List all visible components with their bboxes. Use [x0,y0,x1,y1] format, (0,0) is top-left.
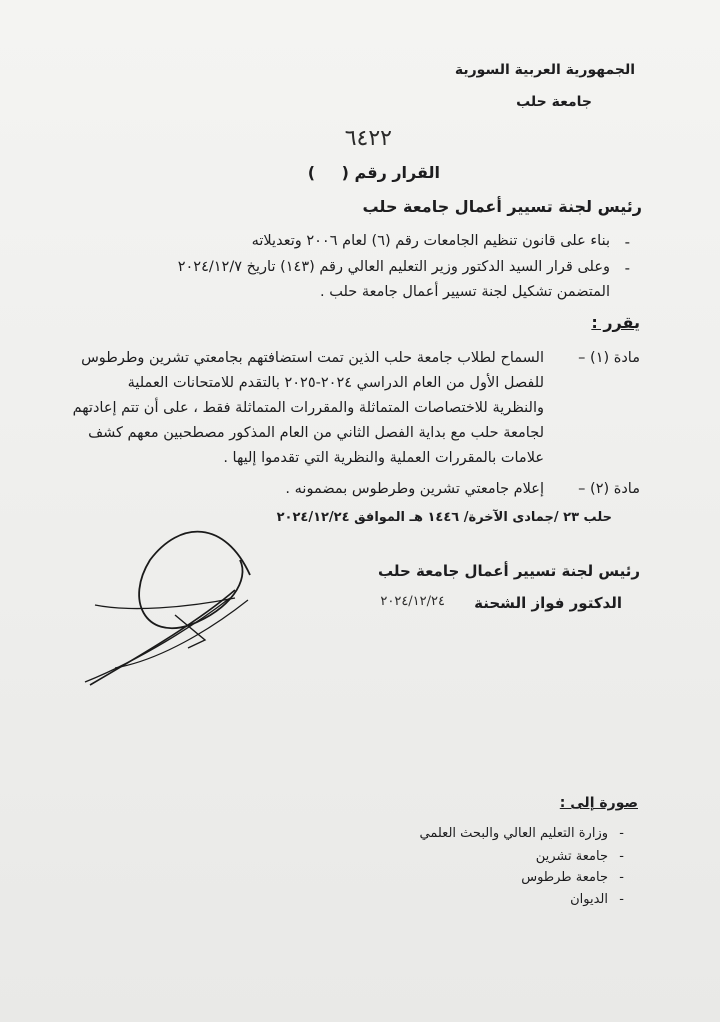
decision-handwritten-number: ٦٤٢٢ [344,126,392,151]
date-line: حلب ٢٣ /جمادى الآخرة/ ١٤٤٦ هـ الموافق ٢٠٢٤/١٢/٢٤ [276,510,612,525]
copies-item-1: وزارة التعليم العالي والبحث العلمي [419,826,608,841]
preamble-bullet-2: - [624,259,630,277]
article-2-line-1: إعلام جامعتي تشرين وطرطوس بمضمونه . [285,481,544,497]
article-1-line-1: السماح لطلاب جامعة حلب الذين تمت استضافتهم بجامعتي تشرين وطرطوس [81,350,544,366]
copies-bullet-4: - [619,892,624,907]
decision-close-paren: ) [307,163,315,182]
copies-bullet-2: - [619,849,624,864]
country-name: الجمهورية العربية السورية [454,62,635,78]
article-1-line-2: للفصل الأول من العام الدراسي ٢٠٢٤-٢٠٢٥ بالتقدم للامتحانات العملية [127,375,544,391]
article-1-line-5: علامات بالمقررات العملية والنظرية التي تقدموا إليها . [223,450,544,466]
issuer-title: رئيس لجنة تسيير أعمال جامعة حلب [362,197,642,216]
preamble-item-2-continuation: المتضمن تشكيل لجنة تسيير أعمال جامعة حلب . [320,284,610,300]
signature-title: رئيس لجنة تسيير أعمال جامعة حلب [377,562,640,580]
article-2-label: مادة (٢) – [578,481,640,497]
preamble-item-2: وعلى قرار السيد الدكتور وزير التعليم العالي رقم (١٤٣) تاريخ ٢٠٢٤/١٢/٧ [177,259,610,275]
decision-label: القرار رقم ( [341,163,440,182]
copies-bullet-1: - [619,826,624,841]
preamble-bullet-1: - [624,233,630,251]
copies-item-2: جامعة تشرين [535,849,608,864]
article-1-line-3: والنظرية للاختصاصات المتماثلة والمقررات المتماثلة فقط ، على أن تتم إعادتهم [72,400,544,416]
article-1-label: مادة (١) – [578,350,640,366]
preamble-item-1: بناء على قانون تنظيم الجامعات رقم (٦) لعام ٢٠٠٦ وتعديلاته [251,233,610,249]
article-1-line-4: لجامعة حلب مع بداية الفصل الثاني من العام المذكور مصطحبين معهم كشف [88,425,544,441]
copies-item-3: جامعة طرطوس [521,870,608,885]
decides-heading: يقرر : [591,313,640,332]
copies-item-4: الديوان [570,892,608,907]
signatory-name: الدكتور فواز الشحنة [474,594,622,612]
signature-loop-stroke [139,532,250,629]
copies-heading: صورة إلى : [559,795,638,811]
signature-handwritten-date: ٢٠٢٤/١٢/٢٤ [380,594,445,609]
university-name: جامعة حلب [516,94,592,110]
copies-bullet-3: - [619,870,624,885]
